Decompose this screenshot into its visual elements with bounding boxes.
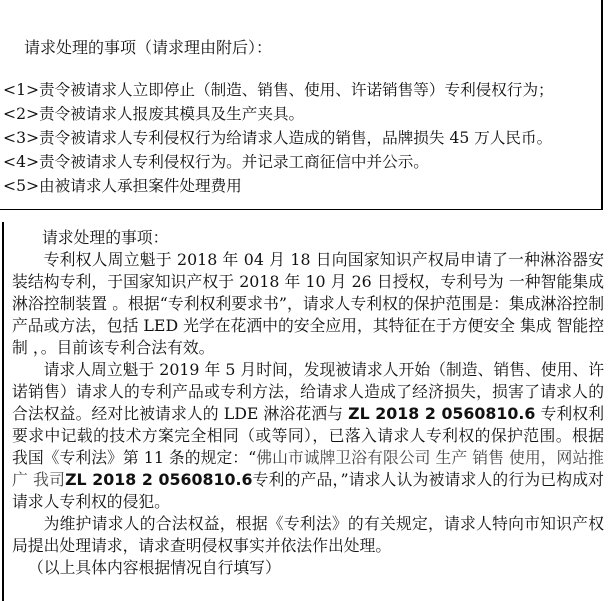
infringement-text-a: 请求人周立魁于 2019 年 5 月时间，发现被请求人开始（制造、销售、使用、许诺销售）请求人的专利产品或专利方法，给请求人造成了经济损失，损害了请求人的合法权益。经对比被请求人的 LDE 淋浴花洒与 [12,360,604,423]
patent-number-2: ZL 2018 2 0560810.6 [65,470,253,489]
paragraph-request: 为维护请求人的合法权益，根据《专利法》的有关规定，请求人特向市知识产权局提出处理请求，请求查明侵权事实并依法作出处理。 [12,514,604,555]
request-item-3: <3>责令被请求人专利侵权行为给请求人造成的销售，品牌损失 45 万人民币。 [3,129,553,147]
patent-number-1: ZL 2018 2 0560810.6 [348,404,536,423]
request-item-4: <4>责令被请求人专利侵权行为。并记录工商征信中并公示。 [3,153,429,171]
request-items-box [0,0,603,210]
request-items-heading: 请求处理的事项（请求理由附后）： [24,38,273,57]
infringement-text-b: 专利权利要求中记载的技术方案完全相同（或等同），已落入请求人专利权的保护范围。根据我国《专利法》第 11 条的规定：“ [12,404,604,467]
request-item-1: <1>责令被请求人立即停止（制造、销售、使用、许诺销售等）专利侵权行为； [3,81,554,99]
left-border-line [2,222,4,601]
request-item-2: <2>责令被请求人报废其模具及生产夹具。 [3,105,305,123]
reasons-heading: 请求处理的事项： [42,228,169,247]
paragraph-patent-info: 专利权人周立魁于 2018 年 04 月 18 日向国家知识产权局申请了一种淋浴器安装结构专利，于国家知识产权于 2018 年 10 月 26 日授权，专利号为 一种智能集成淋浴控制装置 。根据“专利权利要求书”，请求人专利权的保护范围是：集成淋浴控制 产品或方法，包括 LED 光学在花洒中的安全应用，其特征在于方便安全 集成 智能控制 ，。目前该专利合法有效。 [12,250,604,357]
paragraph-infringement [12,359,604,513]
request-item-5: <5>由被请求人承担案件处理费用 [3,177,242,195]
handwritten-insert: 佛山市诚牌卫浴有限公司 生产 销售 使用，网站推广 我司 [12,448,604,489]
request-items-list [3,78,603,198]
fill-note: （以上具体内容根据情况自行填写） [28,558,281,577]
infringement-text-c: 专利的产品，”请求人认为被请求人的行为已构成对请求人专利权的侵犯。 [12,470,604,511]
request-reasons-section [12,227,604,579]
